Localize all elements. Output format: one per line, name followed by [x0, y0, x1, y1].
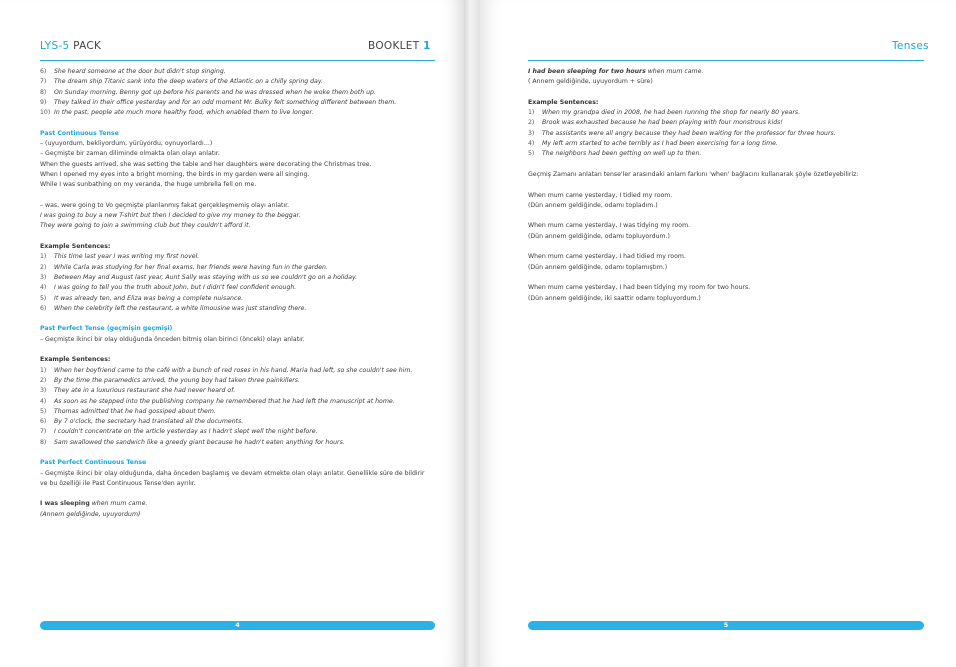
- list-item-text: When the celebrity left the restaurant, a white limousine was just standing there.: [54, 304, 307, 312]
- booklet-text: BOOKLET: [368, 40, 420, 52]
- list-item-number: 10): [40, 109, 51, 117]
- list-item: [40, 77, 440, 87]
- list-item-number: 7): [40, 78, 47, 86]
- ppc-example-tr: (Annem geldiğinde, uyuyordum): [40, 510, 141, 518]
- pair-turkish: (Dün annem geldiğinde, iki saattir odamı topluyordum.): [528, 294, 701, 302]
- list-item: [40, 438, 440, 448]
- list-item-number: 8): [40, 438, 47, 446]
- pp-heading: Past Perfect Tense (geçmişin geçmişi): [40, 325, 173, 333]
- list-item-number: 8): [40, 88, 47, 96]
- list-item: [40, 252, 440, 262]
- list-item-number: 1): [528, 109, 535, 117]
- intro-example: [528, 67, 928, 77]
- list-item-number: 3): [528, 129, 535, 137]
- pair-english: When mum came yesterday, I had tidied my room.: [528, 253, 686, 261]
- page-footer-right: [528, 621, 924, 630]
- list-item-text: The assistants were all angry because they had been waiting for the professor for three hours.: [542, 129, 836, 137]
- list-item-text: The neighbors had been getting on well up to then.: [542, 150, 702, 158]
- ppc-description-2: ve bu özelliği ile Past Continuous Tense'den ayrılır.: [40, 479, 196, 487]
- list-item: [40, 263, 440, 273]
- list-item-number: 4): [40, 284, 47, 292]
- pair-english: When mum came yesterday, I had been tidying my room for two hours.: [528, 284, 751, 292]
- list-item-number: 3): [40, 387, 47, 395]
- list-item-text: When my grandpa died in 2008, he had been running the shop for nearly 80 years.: [542, 109, 801, 117]
- left-content: [40, 67, 440, 520]
- list-item: [528, 139, 928, 149]
- pc-examples-list: [40, 252, 440, 314]
- list-item: [40, 304, 440, 314]
- pair-turkish: (Dün annem geldiğinde, odamı topluyordum.): [528, 232, 670, 240]
- ppc-example: [40, 499, 440, 509]
- intro-rest: when mum came.: [645, 68, 704, 75]
- text-line: – Geçmişte bir zaman diliminde olmakta olan olayı anlatır.: [40, 150, 220, 158]
- list-item-text: By 7 o'clock, the secretary had translated all the documents.: [54, 418, 244, 426]
- ppc-description-1: – Geçmişte ikinci bir olay olduğunda, daha önceden başlamış ve devam etmekte olan olayı anlatır. Genellikle süre de bildirir: [40, 469, 425, 477]
- text-line: When the guests arrived, she was setting the table and her daughters were decorating the Christmas tree.: [40, 160, 372, 168]
- ppc-examples-list: [528, 108, 928, 159]
- example-heading-1: Example Sentences:: [40, 243, 111, 251]
- list-item: [40, 273, 440, 283]
- example-heading-2: Example Sentences:: [40, 356, 111, 364]
- list-item-text: The dream ship Titanic sank into the deep waters of the Atlantic on a chilly spring day.: [54, 78, 324, 86]
- list-item-text: When her boyfriend came to the café with a bunch of red roses in his hand, Maria had left, so she couldn't see him.: [54, 366, 413, 374]
- list-item: [40, 397, 440, 407]
- page-number-right: 5: [723, 621, 729, 629]
- pp-description: – Geçmişte ikinci bir olay olduğunda önceden bitmiş olan birinci (önceki) olayı anlatır.: [40, 335, 305, 343]
- text-line: While I was sunbathing on my veranda, the huge umbrella fell on me.: [40, 181, 257, 189]
- list-item-text: They ate in a luxurious restaurant she had never heard of.: [54, 387, 236, 395]
- compare-intro: Geçmiş Zamanı anlatan tense'ler arasındaki anlam farkını 'when' bağlacını kullanarak şöyle özetleyebiliriz:: [528, 170, 859, 178]
- comparison-pairs: [528, 191, 928, 304]
- left-page: [0, 0, 464, 667]
- list-item: [40, 386, 440, 396]
- list-item: [40, 108, 440, 118]
- was-going-description: [40, 201, 440, 232]
- list-item-text: My left arm started to ache terribly as I had been exercising for a long time.: [542, 140, 778, 148]
- booklet-label: [368, 40, 431, 58]
- list-item-number: 7): [40, 428, 47, 436]
- header-rule: [40, 60, 435, 61]
- text-line: I was going to buy a new T-shirt but then I decided to give my money to the beggar.: [40, 212, 301, 220]
- text-line: They were going to join a swimming club but they couldn't afford it.: [40, 222, 251, 230]
- ppc-heading: Past Perfect Continuous Tense: [40, 459, 147, 467]
- list-item-number: 2): [528, 119, 535, 127]
- list-item: [40, 283, 440, 293]
- brand-title: [40, 40, 101, 58]
- pc-description: [40, 139, 440, 190]
- text-line: When I opened my eyes into a bright morning, the birds in my garden were all singing.: [40, 170, 310, 178]
- list-item-number: 2): [40, 263, 47, 271]
- list-item-text: I couldn't concentrate on the article yesterday as I hadn't slept well the night before.: [54, 428, 318, 436]
- list-item: [528, 149, 928, 159]
- list-item: [40, 88, 440, 98]
- list-item-text: While Carla was studying for her final exams, her friends were having fun in the garden.: [54, 263, 328, 271]
- list-item-text: She heard someone at the door but didn't stop singing.: [54, 68, 226, 75]
- list-item-number: 6): [40, 418, 47, 426]
- list-item-number: 1): [40, 253, 47, 261]
- list-item-number: 2): [40, 376, 47, 384]
- list-item-number: 4): [40, 397, 47, 405]
- list-item: [528, 129, 928, 139]
- pp-examples-list: [40, 366, 440, 448]
- list-item-number: 6): [40, 68, 47, 75]
- brand-prefix: LYS-5: [40, 40, 70, 52]
- list-item-number: 5): [40, 407, 47, 415]
- pair-turkish: (Dün annem geldiğinde, odamı toplamıştım.): [528, 263, 668, 271]
- list-item: [40, 417, 440, 427]
- ppc-example-bold: I was sleeping: [40, 500, 90, 508]
- list-item-text: Between May and August last year, Aunt Sally was staying with us so we couldn't go on a holiday.: [54, 273, 358, 281]
- right-page: [480, 0, 956, 667]
- brand-suffix: PACK: [73, 40, 102, 52]
- right-content: [528, 67, 928, 304]
- list-item-number: 4): [528, 140, 535, 148]
- book-gutter: [464, 0, 480, 667]
- list-item-number: 6): [40, 304, 47, 312]
- list-item-number: 9): [40, 98, 47, 106]
- list-item-number: 1): [40, 366, 47, 374]
- intro-bold: I had been sleeping for two hours: [528, 68, 646, 75]
- list-item-number: 5): [40, 294, 47, 302]
- list-item: [40, 427, 440, 437]
- text-line: – (uyuyordum, bekliyordum, yürüyordu, oynuyorlardı…): [40, 140, 213, 148]
- list-item-text: Thomas admitted that he had gossiped about them.: [54, 407, 216, 415]
- list-item-text: Sam swallowed the sandwich like a greedy giant because he hadn't eaten anything for hours.: [54, 438, 345, 446]
- intro-tr: ( Annem geldiğinde, uyuyordum + süre): [528, 78, 653, 86]
- list-item-text: On Sunday morning, Benny got up before his parents and he was dressed when he woke them both up.: [54, 88, 376, 96]
- list-item-text: Brook was exhausted because he had been playing with four monstrous kids!: [542, 119, 783, 127]
- pair-english: When mum came yesterday, I tidied my room.: [528, 191, 673, 199]
- pc-heading: Past Continuous Tense: [40, 129, 119, 137]
- text-line: – was, were going to Vo geçmişte planlanmış fakat gerçekleşmemiş olayı anlatır.: [40, 201, 290, 209]
- pair-turkish: (Dün annem geldiğinde, odamı topladım.): [528, 201, 658, 209]
- list-item-text: In the past, people ate much more healthy food, which enabled them to live longer.: [54, 109, 314, 117]
- header-rule-right: [528, 60, 924, 61]
- pair-english: When mum came yesterday, I was tidying my room.: [528, 222, 691, 230]
- page-footer-left: [40, 621, 435, 630]
- list-item-text: They talked in their office yesterday and for an odd moment Mr. Bulky felt something different between them.: [54, 98, 397, 106]
- list-item: [40, 98, 440, 108]
- list-item: [528, 118, 928, 128]
- list-item-text: By the time the paramedics arrived, the young boy had taken three painkillers.: [54, 376, 300, 384]
- example-heading-right: Example Sentences:: [528, 98, 599, 106]
- list-item-number: 3): [40, 273, 47, 281]
- list-item-text: As soon as he stepped into the publishing company he remembered that he had left the manuscript at home.: [54, 397, 395, 405]
- list-item: [40, 407, 440, 417]
- list-item-text: I was going to tell you the truth about John, but I didn't feel confident enough.: [54, 284, 297, 292]
- section-title-text: Tenses: [892, 40, 929, 52]
- list-item: [40, 294, 440, 304]
- list-item-text: This time last year I was writing my first novel.: [54, 253, 200, 261]
- section-title: [892, 40, 929, 58]
- list-item: [40, 376, 440, 386]
- list-item: [40, 67, 440, 77]
- numbered-list-top: [40, 67, 440, 118]
- list-item-text: It was already ten, and Eliza was being a complete nuisance.: [54, 294, 244, 302]
- list-item: [40, 366, 440, 376]
- booklet-number: 1: [423, 40, 431, 52]
- list-item: [528, 108, 928, 118]
- list-item-number: 5): [528, 150, 535, 158]
- ppc-example-rest: when mum came.: [89, 500, 148, 508]
- page-number-left: 4: [235, 621, 240, 629]
